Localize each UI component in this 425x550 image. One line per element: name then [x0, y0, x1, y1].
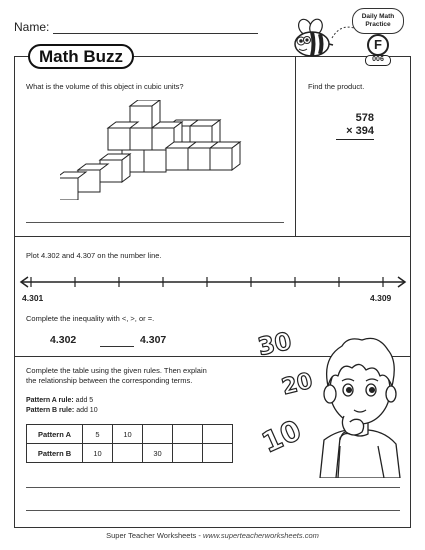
- q4-prompt-line1: Complete the table using the given rules. Then explain: [26, 366, 207, 375]
- q1-answer-line[interactable]: [26, 222, 284, 223]
- table-cell[interactable]: [143, 425, 173, 444]
- badge-number: 006: [365, 55, 391, 66]
- cube: [60, 100, 240, 200]
- table-cell[interactable]: [203, 444, 233, 463]
- top-divider-vertical: [295, 56, 296, 236]
- thinking-boy-illustration: [300, 328, 410, 478]
- doodle-number: 30: [255, 326, 294, 362]
- product-line: [336, 139, 374, 140]
- rule-a-value: add 5: [75, 397, 94, 404]
- number-line-right-label: 4.309: [370, 293, 392, 303]
- rule-b-label: Pattern B rule:: [26, 407, 75, 414]
- rule-a-label: Pattern A rule:: [26, 397, 74, 404]
- worksheet-title: Math Buzz: [28, 44, 134, 69]
- table-cell[interactable]: [173, 444, 203, 463]
- name-field[interactable]: [53, 22, 258, 34]
- table-cell[interactable]: 10: [113, 425, 143, 444]
- q4-answer-line-1[interactable]: [26, 487, 400, 488]
- inequality-blank[interactable]: [100, 346, 134, 347]
- row-label: Pattern A: [27, 425, 83, 444]
- q4-answer-line-2[interactable]: [26, 510, 400, 511]
- pattern-table: [26, 424, 233, 463]
- table-row: [27, 425, 233, 444]
- table-cell[interactable]: 5: [83, 425, 113, 444]
- name-label: Name:: [14, 20, 50, 34]
- inequality-left-value: 4.302: [50, 334, 77, 346]
- table-cell[interactable]: 30: [143, 444, 173, 463]
- badge-text: Daily Math Practice: [352, 8, 404, 34]
- number-line-left-label: 4.301: [22, 293, 44, 303]
- bee-icon: [290, 18, 334, 62]
- footer-brand: Super Teacher Worksheets -: [106, 531, 203, 540]
- divider-1: [14, 236, 411, 237]
- table-cell[interactable]: [173, 425, 203, 444]
- multiplicand: 578: [355, 112, 374, 124]
- footer-url[interactable]: www.superteacherworksheets.com: [202, 531, 319, 540]
- multiplier: × 394: [346, 125, 374, 137]
- footer: [0, 531, 425, 540]
- cube-figure: [60, 100, 270, 200]
- q1-prompt: What is the volume of this object in cubic units?: [26, 82, 184, 91]
- q2-prompt: Find the product.: [308, 82, 365, 91]
- row-label: Pattern B: [27, 444, 83, 463]
- doodle-number: 10: [256, 413, 306, 460]
- inequality-prompt: Complete the inequality with <, >, or =.: [26, 314, 155, 323]
- rule-b-value: add 10: [76, 407, 98, 414]
- table-cell[interactable]: [113, 444, 143, 463]
- pattern-rules: [26, 396, 98, 416]
- doodle-number: 20: [279, 368, 316, 401]
- name-row: [14, 20, 258, 34]
- table-cell[interactable]: [203, 425, 233, 444]
- daily-practice-badge: [352, 8, 404, 63]
- multiplication-problem: [336, 112, 374, 140]
- q4-prompt-line2: the relationship between the corresponding terms.: [26, 376, 193, 385]
- number-line[interactable]: [18, 272, 408, 294]
- badge-letter: F: [367, 34, 389, 56]
- inequality-right-value: 4.307: [140, 334, 167, 346]
- table-row: [27, 444, 233, 463]
- q3-prompt: Plot 4.302 and 4.307 on the number line.: [26, 251, 162, 260]
- table-cell[interactable]: 10: [83, 444, 113, 463]
